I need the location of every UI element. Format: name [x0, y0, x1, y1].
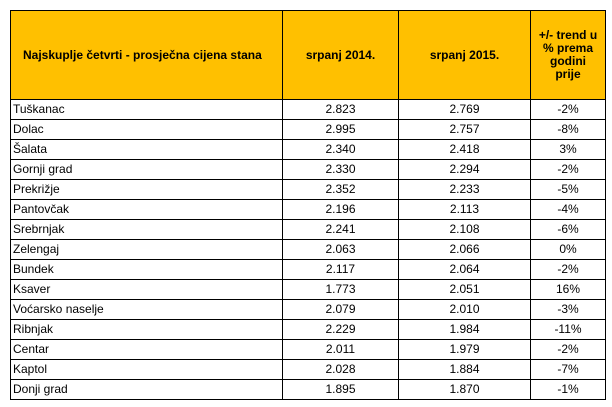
- cell-trend: -8%: [531, 120, 606, 140]
- cell-price-2015: 1.979: [399, 340, 531, 360]
- cell-price-2014: 2.229: [283, 320, 399, 340]
- cell-price-2015: 2.064: [399, 260, 531, 280]
- table-row: [11, 300, 606, 320]
- cell-price-2014: 2.352: [283, 180, 399, 200]
- cell-price-2014: 1.895: [283, 380, 399, 400]
- cell-price-2014: 2.823: [283, 100, 399, 120]
- table-row: [11, 380, 606, 400]
- cell-price-2014: 2.330: [283, 160, 399, 180]
- cell-trend: -1%: [531, 380, 606, 400]
- cell-price-2015: 1.870: [399, 380, 531, 400]
- cell-trend: -11%: [531, 320, 606, 340]
- table-row: [11, 200, 606, 220]
- cell-price-2014: 1.773: [283, 280, 399, 300]
- cell-price-2015: 2.113: [399, 200, 531, 220]
- table-row: [11, 320, 606, 340]
- cell-price-2015: 2.294: [399, 160, 531, 180]
- table-row: [11, 140, 606, 160]
- cell-district: Ribnjak: [11, 320, 283, 340]
- header-july-2014: srpanj 2014.: [283, 11, 399, 100]
- cell-price-2015: 2.769: [399, 100, 531, 120]
- cell-district: Dolac: [11, 120, 283, 140]
- table-row: [11, 360, 606, 380]
- cell-district: Voćarsko naselje: [11, 300, 283, 320]
- cell-trend: -2%: [531, 160, 606, 180]
- cell-trend: -6%: [531, 220, 606, 240]
- cell-trend: -7%: [531, 360, 606, 380]
- cell-price-2015: 2.233: [399, 180, 531, 200]
- table-row: [11, 240, 606, 260]
- cell-price-2014: 2.241: [283, 220, 399, 240]
- price-table-container: [10, 10, 606, 400]
- table-row: [11, 220, 606, 240]
- cell-price-2014: 2.079: [283, 300, 399, 320]
- header-july-2015: srpanj 2015.: [399, 11, 531, 100]
- table-row: [11, 180, 606, 200]
- cell-trend: -5%: [531, 180, 606, 200]
- cell-trend: -2%: [531, 100, 606, 120]
- cell-district: Bundek: [11, 260, 283, 280]
- cell-district: Ksaver: [11, 280, 283, 300]
- cell-price-2014: 2.011: [283, 340, 399, 360]
- table-row: [11, 120, 606, 140]
- cell-trend: 16%: [531, 280, 606, 300]
- cell-price-2015: 2.066: [399, 240, 531, 260]
- header-row: [11, 11, 606, 100]
- cell-trend: 0%: [531, 240, 606, 260]
- cell-price-2014: 2.028: [283, 360, 399, 380]
- table-row: [11, 280, 606, 300]
- table-row: [11, 340, 606, 360]
- price-table: [10, 10, 606, 400]
- cell-district: Kaptol: [11, 360, 283, 380]
- cell-district: Tuškanac: [11, 100, 283, 120]
- cell-district: Centar: [11, 340, 283, 360]
- cell-price-2015: 2.108: [399, 220, 531, 240]
- cell-price-2014: 2.063: [283, 240, 399, 260]
- cell-district: Zelengaj: [11, 240, 283, 260]
- header-trend: +/- trend u % prema godini prije: [531, 11, 606, 100]
- cell-price-2015: 2.051: [399, 280, 531, 300]
- cell-trend: -2%: [531, 340, 606, 360]
- table-row: [11, 100, 606, 120]
- cell-price-2014: 2.196: [283, 200, 399, 220]
- cell-price-2014: 2.117: [283, 260, 399, 280]
- table-body: [11, 100, 606, 400]
- cell-district: Donji grad: [11, 380, 283, 400]
- cell-district: Pantovčak: [11, 200, 283, 220]
- table-row: [11, 260, 606, 280]
- cell-trend: -4%: [531, 200, 606, 220]
- cell-price-2015: 2.757: [399, 120, 531, 140]
- cell-district: Srebrnjak: [11, 220, 283, 240]
- table-row: [11, 160, 606, 180]
- cell-price-2015: 1.984: [399, 320, 531, 340]
- cell-price-2015: 2.010: [399, 300, 531, 320]
- cell-district: Gornji grad: [11, 160, 283, 180]
- cell-price-2014: 2.340: [283, 140, 399, 160]
- cell-trend: -2%: [531, 260, 606, 280]
- cell-district: Šalata: [11, 140, 283, 160]
- cell-price-2014: 2.995: [283, 120, 399, 140]
- cell-price-2015: 2.418: [399, 140, 531, 160]
- cell-district: Prekrižje: [11, 180, 283, 200]
- cell-trend: 3%: [531, 140, 606, 160]
- header-district: Najskuplje četvrti - prosječna cijena stana: [11, 11, 283, 100]
- cell-price-2015: 1.884: [399, 360, 531, 380]
- cell-trend: -3%: [531, 300, 606, 320]
